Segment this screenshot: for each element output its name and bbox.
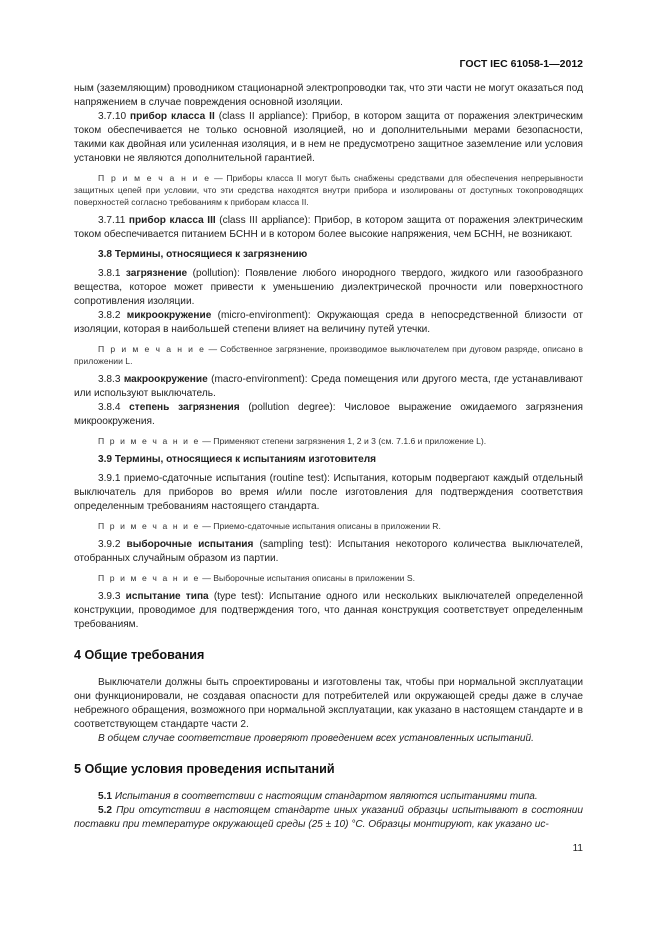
paragraph-continuation: ным (заземляющим) проводником стационарной электропроводки так, что эти части не могут оказаться под напряжением в случае повреждения основной изоляции. xyxy=(74,83,583,108)
note-self-pollution: П р и м е ч а н и е — Собственное загрязнение, производимое выключателем при дуговом разряде, описано в приложении L. xyxy=(74,344,583,366)
section-4-paragraph: Выключатели должны быть спроектированы и изготовлены так, чтобы при нормальной эксплуатации они функционировали, не создавая опасности для потребителей или окружающей среды даже в случае небрежного обращения, возможного при нормальной эксплуатации, как указано в настоящем стандарте и в соответствующем стандарте части 2. xyxy=(74,677,583,730)
note-class-ii: П р и м е ч а н и е — Приборы класса II могут быть снабжены средствами для обеспечения непрерывности защитных цепей при условии, что эти средства находятся внутри прибора и изолированы от доступных токопроводящих поверхностей согласно требованиям к приборам класса II. xyxy=(74,173,583,207)
note-routine-test: П р и м е ч а н и е — Приемо-сдаточные испытания описаны в приложении R. xyxy=(98,521,441,531)
page-content xyxy=(74,82,583,832)
term-3-9-3: 3.9.3 испытание типа (type test): Испытание одного или нескольких выключателей определенной конструкции, проводимое для подтверждения того, что данная конструкция соответствует определенным требованиям. xyxy=(74,591,583,630)
term-3-7-10: 3.7.10 прибор класса II (class II appliance): Прибор, в котором защита от поражения электрическим током обеспечивается не только основной изоляцией, но и дополнительными мерами безопасности, такими как двойная или усиленная изоляция, и в нем не предусмотрено защитное заземление или условия установки не являются дополнительной гарантией. xyxy=(74,111,584,164)
clause-5-2: 5.2 При отсутствии в настоящем стандарте иных указаний образцы испытывают в состоянии поставки при температуре окружающей среды (25 ± 10) °С. Образцы монтируют, как указано ис- xyxy=(74,805,583,830)
document-header: ГОСТ IEC 61058-1—2012 xyxy=(459,58,583,70)
term-3-9-2: 3.9.2 выборочные испытания (sampling test): Испытания некоторого количества выключателей, отобранных случайным образом из партии. xyxy=(74,539,583,564)
section-4-compliance: В общем случае соответствие проверяют проведением всех установленных испытаний. xyxy=(98,733,534,744)
note-sampling-test: П р и м е ч а н и е — Выборочные испытания описаны в приложении S. xyxy=(98,573,415,583)
term-3-8-3: 3.8.3 макроокружение (macro-environment): Среда помещения или другого места, где устанавливают или используют выключатель. xyxy=(74,374,583,399)
subsection-3-9: 3.9 Термины, относящиеся к испытаниям изготовителя xyxy=(98,454,377,465)
term-3-8-2: 3.8.2 микроокружение (micro-environment): Окружающая среда в непосредственной близости от изоляции, которая в наибольшей степени влияет на величину путей утечки. xyxy=(74,310,583,335)
term-3-9-1: 3.9.1 приемо-сдаточные испытания (routine test): Испытания, которым подвергают каждый отдельный выключатель для приборов во время и/или после изготовления для подтверждения соответствия определенным требованиям настоящего стандарта. xyxy=(74,473,583,512)
clause-5-1: 5.1 Испытания в соответствии с настоящим стандартом являются испытаниями типа. xyxy=(98,791,538,802)
subsection-3-8: 3.8 Термины, относящиеся к загрязнению xyxy=(98,249,308,260)
section-5-heading: 5 Общие условия проведения испытаний xyxy=(74,762,335,776)
term-3-8-1: 3.8.1 загрязнение (pollution): Появление любого инородного твердого, жидкого или газообразного вещества, которое может привести к уменьшению диэлектрической прочности или поверхностного сопротивления изоляции. xyxy=(74,268,583,307)
note-pollution-degrees: П р и м е ч а н и е — Применяют степени загрязнения 1, 2 и 3 (см. 7.1.6 и приложение L). xyxy=(98,436,487,446)
term-3-7-11: 3.7.11 прибор класса III (class III appliance): Прибор, в котором защита от поражения электрическим током обеспечивается питанием БСНН и в котором более высокие напряжения, чем БСНН, не возникают. xyxy=(74,215,583,240)
term-3-8-4: 3.8.4 степень загрязнения (pollution degree): Числовое выражение ожидаемого загрязнения микроокружения. xyxy=(74,402,583,427)
page-number: 11 xyxy=(572,843,583,854)
section-4-heading: 4 Общие требования xyxy=(74,648,205,662)
